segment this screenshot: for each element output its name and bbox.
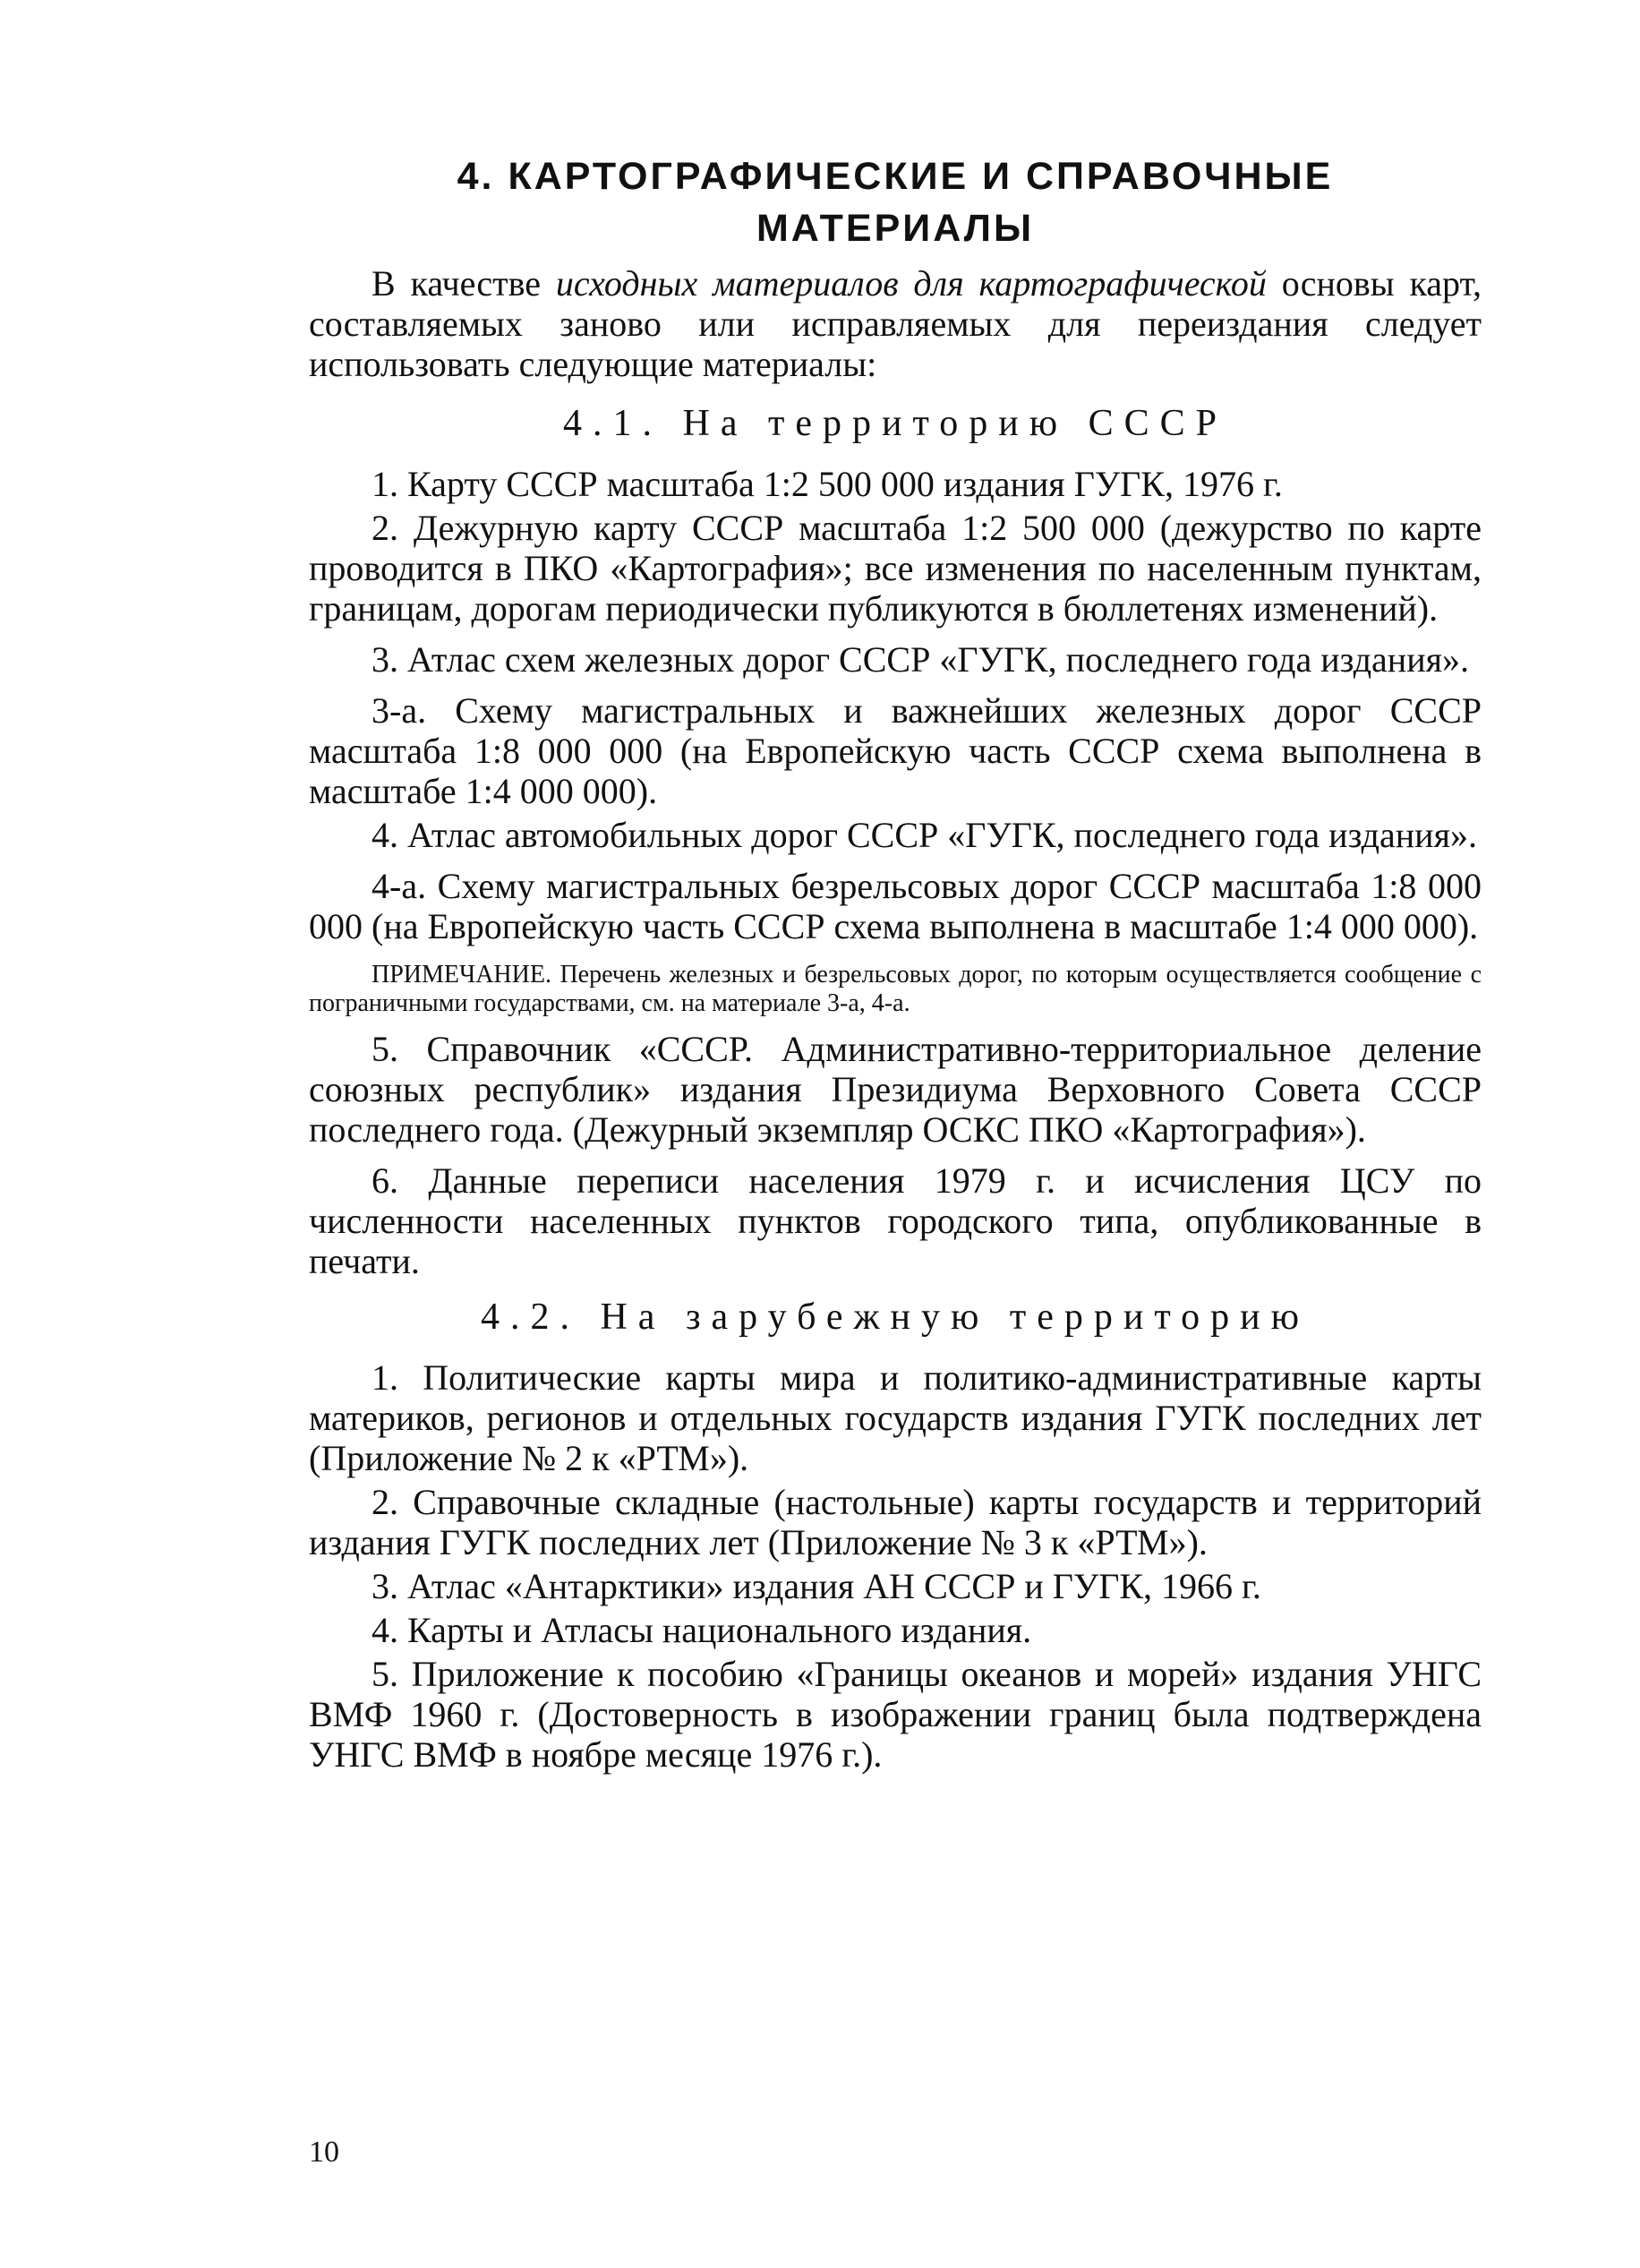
list-item: 3. Атлас схем железных дорог СССР «ГУГК, последнего года издания».	[372, 639, 1470, 680]
list-item: 4. Атлас автомобильных дорог СССР «ГУГК, последнего года издания».	[372, 815, 1477, 855]
chapter-title	[309, 150, 1482, 254]
intro-rest: основы карт, составляемых заново или исправляемых для переиздания следует использовать следующие материалы:	[309, 263, 1482, 384]
list-item: 6. Данные переписи населения 1979 г. и исчисления ЦСУ по численности населенных пунктов городского типа, опубликованные в печати.	[309, 1160, 1482, 1281]
page-content	[309, 150, 1482, 1778]
list-item: 1. Карту СССР масштаба 1:2 500 000 издания ГУГК, 1976 г.	[372, 464, 1283, 504]
intro-italic-phrase: исходных материалов для картографической	[555, 263, 1267, 304]
list-item: 2. Дежурную карту СССР масштаба 1:2 500 000 (дежурство по карте проводится в ПКО «Картография»; все изменения по населенным пунктам, границам, дорогам периодически публикуются в бюллетенях изменений).	[309, 508, 1482, 629]
list-item: 5. Приложение к пособию «Границы океанов и морей» издания УНГС ВМФ 1960 г. (Достоверность в изображении границ была подтверждена УНГС ВМФ в ноябре месяце 1976 г.).	[309, 1654, 1482, 1775]
intro-paragraph	[309, 263, 1482, 384]
list-item: 3. Атлас «Антарктики» издания АН СССР и ГУГК, 1966 г.	[372, 1566, 1261, 1606]
list-item: 4. Карты и Атласы национального издания.	[372, 1610, 1032, 1650]
section-heading-ussr: 4.1. На территорию СССР	[563, 403, 1227, 444]
list-item: 2. Справочные складные (настольные) карты государств и территорий издания ГУГК последних лет (Приложение № 3 к «РТМ»).	[309, 1482, 1482, 1562]
list-item: 5. Справочник «СССР. Административно-территориальное деление союзных республик» издания Президиума Верховного Совета СССР последнего года. (Дежурный экземпляр ОСКС ПКО «Картография»).	[309, 1029, 1482, 1150]
intro-lead: В качестве	[372, 263, 556, 304]
chapter-title-line-2: МАТЕРИАЛЫ	[756, 207, 1035, 250]
note-paragraph: ПРИМЕЧАНИЕ. Перечень железных и безрельсовых дорог, по которым осуществляется сообщение с пограничными государствами, см. на материале 3-а, 4-а.	[309, 961, 1482, 1017]
page-number: 10	[309, 2135, 339, 2169]
list-item: 1. Политические карты мира и политико-административные карты материков, регионов и отдельных государств издания ГУГК последних лет (Приложение № 2 к «РТМ»).	[309, 1357, 1482, 1478]
chapter-title-line-1: 4. КАРТОГРАФИЧЕСКИЕ И СПРАВОЧНЫЕ	[457, 155, 1334, 198]
section-heading-foreign: 4.2. На зарубежную территорию	[480, 1297, 1311, 1338]
list-item: 3-а. Схему магистральных и важнейших железных дорог СССР масштаба 1:8 000 000 (на Европейскую часть СССР схема выполнена в масштабе 1:4 000 000).	[309, 690, 1482, 811]
list-item: 4-а. Схему магистральных безрельсовых дорог СССР масштаба 1:8 000 000 (на Европейскую часть СССР схема выполнена в масштабе 1:4 000 000).	[309, 866, 1482, 946]
